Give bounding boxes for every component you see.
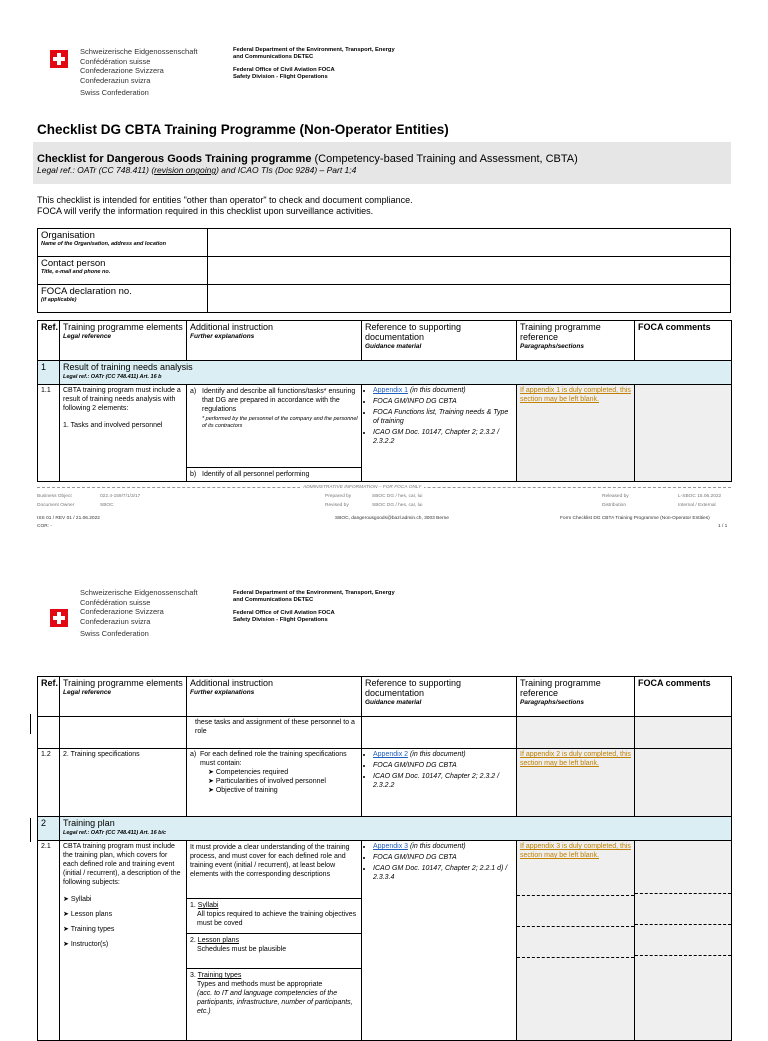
department-block: Federal Department of the Environment, Transport, Energy and Communications DETEC Federal Office of Civil Aviation FOCA Safety Division - Flight Operations [233,47,395,80]
appendix-3-link[interactable]: Appendix 3 [373,843,409,850]
confederation-block: Schweizerische Eidgenossenschaft Confédération suisse Confederazione Svizzera Confederaziun svizra Swiss Confederation [80,47,198,97]
subtitle-rest: (Competency-based Training and Assessment, CBTA) [311,153,578,165]
swiss-cross-logo [50,50,68,68]
organisation-field[interactable] [208,229,731,257]
swiss-cross-logo-2 [50,609,68,627]
checklist-table-page2: Ref. Training programme elements Legal reference Additional instruction Further explanations Reference to supporting documentation Guidance material Training programme reference Paragraphs/sections FOCA comments these tasks and assignment of these personnel to a role 1.2 2. Training specifications a) For each defined role the training specifications must contain: ➤ Competencies required ➤ Particularities of involved personnel ➤ Objective of training • Appendix 2 (in this document) • FOCA GM/INFO DG CBTA • ICAO GM Doc. 10147, Chapter 2; 2.3.2 / 2.3.2.2 If appendix 2 is duly completed, this section may be left blank. 2 Training plan Legal ref.: OATr (CC 748.411) Art. 16 b/c 2.1 CBTA training program must include the training plan, which covers for each defined role and training event (initial / recurrent), a description of the following subjects: ➤ Syllabi ➤ Lesson plans ➤ Training types ➤ Instructor(s) It must provide a clear understanding of the training process, and must cover for each defined role and training event (initial / recurrent), at least below elements with the corresponding descriptions 1. Syllabi All topics required to achieve the training objectives must be coved 2. Lesson plans Schedules must be plausible 3. Training types Types and methods must be appropriate (acc. to IT and language competencies of the participants, infrastructure, number of participants, etc.) • Appendix 3 (in this document) • FOCA GM/INFO DG CBTA • ICAO GM Doc. 10147, Chapter 2; 2.2.1 d) / 2.3.3.4 If appendix 3 is duly completed, this section may be left blank. [37,676,732,1041]
department-block-2: Federal Department of the Environment, Transport, Energy and Communications DETEC Federal Office of Civil Aviation FOCA Safety Division - Flight Operations [233,590,395,623]
foca-comment-2-1[interactable] [635,841,732,1041]
legal-ref: Legal ref.: OATr (CC 748.411) (revision ongoing) and ICAO TIs (Doc 9284) – Part 1;4 [37,165,357,175]
subtitle-box [33,142,731,184]
intro-text: This checklist is intended for entities "other than operator" to check and document compliance. FOCA will verify the information required in this checklist upon surveillance activities. [37,195,413,216]
foca-comment-1-1[interactable] [635,385,732,482]
confederation-block-2: Schweizerische Eidgenossenschaft Confédération suisse Confederazione Svizzera Confederaziun svizra Swiss Confederation [80,588,198,638]
contact-field[interactable] [208,257,731,285]
subtitle-bold: Checklist for Dangerous Goods Training programme [37,153,312,165]
foca-comment-1-2[interactable] [635,749,732,817]
organisation-table: Organisation Name of the Organisation, address and location Contact person Title, e-mail and phone no. FOCA declaration no. (if applicable) [37,228,731,313]
tp-ref-note-3: If appendix 3 is duly completed, this section may be left blank. [520,843,631,859]
tp-ref-note-2: If appendix 2 is duly completed, this section may be left blank. [520,751,631,767]
checklist-table-page1: Ref. Training programme elements Legal reference Additional instruction Further explanations Reference to supporting documentation Guidance material Training programme reference Paragraphs/sections FOCA comments 1 Result of training needs analysis Legal ref.: OATr (CC 748.411) Art. 16 b 1.1 CBTA training program must include a result of training needs analysis with following 2 elements: 1. Tasks and involved personnel a) Identify and describe all functions/tasks* ensuring that DG are prepared in accordance with the regulations * performed by the personnel of the company and the personnel of its contractors b) Identify of all personnel performing • Appendix 1 (in this document) • FOCA GM/INFO DG CBTA • FOCA Functions list, Training needs & Type of training • ICAO GM Doc. 10147, Chapter 2; 2.3.2 / 2.3.2.2 If appendix 1 is duly completed, this section may be left blank. [37,320,732,482]
document-title: Checklist DG CBTA Training Programme (Non-Operator Entities) [37,122,449,137]
appendix-1-link[interactable]: Appendix 1 [373,387,409,394]
appendix-2-link[interactable]: Appendix 2 [373,751,409,758]
tp-ref-note-1: If appendix 1 is duly completed, this section may be left blank. [520,387,631,403]
declaration-field[interactable] [208,285,731,313]
